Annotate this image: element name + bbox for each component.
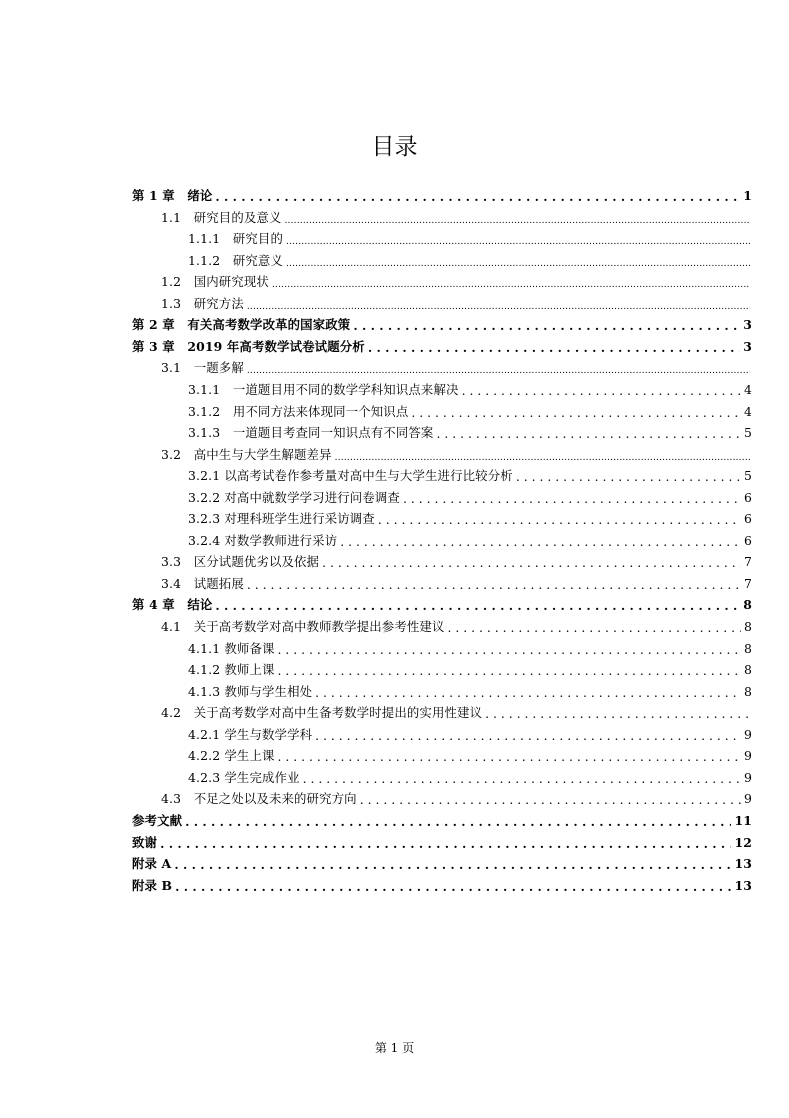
toc-entry[interactable] [161, 208, 752, 228]
toc-dot-leader [160, 834, 731, 854]
toc-entry[interactable] [188, 531, 752, 551]
toc-entry-page-number: 5 [743, 468, 752, 483]
toc-entry-page-number: 6 [743, 511, 752, 526]
toc-entry-label: 附录 B [132, 878, 173, 893]
toc-entry-label: 1.2 国内研究现状 [161, 274, 269, 289]
toc-dot-leader [303, 769, 741, 789]
toc-entry[interactable] [188, 639, 752, 659]
toc-dot-leader [315, 683, 741, 703]
toc-entry[interactable] [188, 251, 752, 271]
page-title: 目录 [371, 134, 418, 160]
toc-entry[interactable] [132, 833, 752, 853]
toc-entry[interactable] [161, 294, 752, 314]
toc-dot-leader [403, 489, 741, 509]
toc-dot-leader [340, 532, 741, 552]
toc-dot-leader [322, 553, 741, 573]
toc-dot-leader [215, 596, 740, 616]
toc-entry-label: 1.1.2 研究意义 [188, 253, 283, 268]
toc-entry[interactable] [132, 337, 752, 357]
toc-entry-page-number: 9 [743, 791, 752, 806]
toc-dot-leader [278, 661, 741, 681]
toc-entry-page-number: 7 [743, 576, 752, 591]
toc-entry[interactable] [188, 660, 752, 680]
toc-dot-leader [353, 316, 740, 336]
toc-dot-leader [215, 187, 740, 207]
toc-entry-page-number: 13 [734, 878, 752, 893]
toc-entry-label: 4.2.3 学生完成作业 [188, 770, 300, 785]
toc-entry-label: 第 3 章 2019 年高考数学试卷试题分析 [132, 339, 365, 354]
toc-entry[interactable] [132, 811, 752, 831]
toc-entry-label: 4.2.2 学生上课 [188, 748, 275, 763]
toc-entry-label: 4.2 关于高考数学对高中生备考数学时提出的实用性建议 [161, 705, 483, 720]
toc-entry[interactable] [161, 617, 752, 637]
toc-entry-label: 第 1 章 绪论 [132, 188, 213, 203]
toc-entry[interactable] [188, 423, 752, 443]
toc-dot-leader [247, 295, 750, 315]
toc-entry[interactable] [132, 854, 752, 874]
toc-dot-leader [368, 338, 740, 358]
toc-entry-page-number: 6 [743, 533, 752, 548]
toc-entry[interactable] [188, 229, 752, 249]
toc-entry[interactable] [132, 876, 752, 896]
toc-entry[interactable] [188, 380, 752, 400]
toc-dot-leader [185, 812, 731, 832]
toc-dot-leader [315, 726, 741, 746]
toc-entry[interactable] [188, 466, 752, 486]
toc-entry[interactable] [132, 595, 752, 615]
toc-entry[interactable] [132, 186, 752, 206]
toc-entry[interactable] [188, 725, 752, 745]
toc-entry-label: 3.2.3 对理科班学生进行采访调查 [188, 511, 375, 526]
toc-dot-leader [247, 575, 741, 595]
toc-entry[interactable] [161, 574, 752, 594]
toc-entry-page-number: 12 [734, 835, 752, 850]
toc-entry[interactable] [188, 768, 752, 788]
toc-entry-label: 3.1.2 用不同方法来体现同一个知识点 [188, 404, 409, 419]
toc-entry-label: 4.1.3 教师与学生相处 [188, 684, 313, 699]
toc-entry[interactable] [188, 488, 752, 508]
toc-entry-label: 4.1.1 教师备课 [188, 641, 275, 656]
toc-entry-label: 致谢 [132, 835, 158, 850]
toc-entry-page-number: 1 [743, 188, 752, 203]
toc-entry-label: 3.4 试题拓展 [161, 576, 244, 591]
toc-entry[interactable] [188, 402, 752, 422]
toc-entry[interactable] [161, 445, 752, 465]
toc-dot-leader [175, 877, 731, 897]
toc-entry-label: 1.1 研究目的及意义 [161, 210, 282, 225]
toc-entry-page-number: 4 [743, 404, 752, 419]
toc-entry[interactable] [161, 552, 752, 572]
toc-entry-label: 3.1.3 一道题目考查同一知识点有不同答案 [188, 425, 434, 440]
toc-dot-leader [485, 704, 749, 724]
toc-dot-leader [436, 424, 740, 444]
toc-dot-leader [278, 640, 741, 660]
toc-entry[interactable] [161, 358, 752, 378]
toc-entry-label: 4.3 不足之处以及未来的研究方向 [161, 791, 357, 806]
toc-entry-label: 1.1.1 研究目的 [188, 231, 283, 246]
toc-entry-label: 3.1 一题多解 [161, 360, 244, 375]
toc-dot-leader [516, 467, 741, 487]
toc-entry-label: 4.2.1 学生与数学学科 [188, 727, 313, 742]
page-number-footer: 第 1 页 [374, 1041, 415, 1055]
toc-dot-leader [286, 252, 750, 272]
toc-entry-label: 附录 A [132, 856, 172, 871]
toc-entry[interactable] [161, 789, 752, 809]
toc-entry-label: 3.2.4 对数学教师进行采访 [188, 533, 338, 548]
toc-dot-leader [411, 403, 741, 423]
toc-entry-page-number: 6 [743, 490, 752, 505]
toc-entry-page-number: 9 [743, 748, 752, 763]
toc-entry-page-number: 11 [734, 813, 752, 828]
toc-entry-label: 3.1.1 一道题目用不同的数学学科知识点来解决 [188, 382, 459, 397]
toc-entry-page-number: 8 [743, 641, 752, 656]
toc-entry[interactable] [132, 315, 752, 335]
toc-dot-leader [272, 273, 750, 293]
toc-entry-page-number: 3 [743, 339, 752, 354]
toc-entry-page-number: 8 [743, 684, 752, 699]
toc-entry-page-number: 13 [734, 856, 752, 871]
toc-entry-label: 第 4 章 结论 [132, 597, 213, 612]
toc-entry-label: 3.2.2 对高中就数学学习进行问卷调查 [188, 490, 400, 505]
toc-dot-leader [278, 747, 741, 767]
toc-entry-label: 4.1 关于高考数学对高中教师教学提出参考性建议 [161, 619, 445, 634]
toc-entry-label: 4.1.2 教师上课 [188, 662, 275, 677]
toc-dot-leader [247, 359, 750, 379]
toc-entry-page-number: 8 [743, 662, 752, 677]
toc-entry-page-number: 4 [743, 382, 752, 397]
toc-entry[interactable] [188, 682, 752, 702]
toc-dot-leader [174, 855, 731, 875]
toc-entry-page-number: 8 [743, 619, 752, 634]
toc-entry-page-number: 9 [743, 727, 752, 742]
toc-dot-leader [448, 618, 741, 638]
toc-entry[interactable] [161, 272, 752, 292]
toc-entry-label: 第 2 章 有关高考数学改革的国家政策 [132, 317, 351, 332]
toc-entry-page-number: 7 [743, 554, 752, 569]
toc-dot-leader [378, 510, 741, 530]
toc-entry-page-number: 9 [743, 770, 752, 785]
toc-dot-leader [335, 446, 750, 466]
toc-entry-page-number: 5 [743, 425, 752, 440]
toc-dot-leader [462, 381, 741, 401]
toc-dot-leader [286, 230, 750, 250]
toc-entry[interactable] [161, 703, 752, 723]
toc-entry-label: 3.2 高中生与大学生解题差异 [161, 447, 332, 462]
toc-entry-label: 3.3 区分试题优劣以及依据 [161, 554, 320, 569]
toc-dot-leader [284, 209, 750, 229]
toc-entry[interactable] [188, 509, 752, 529]
toc-entry[interactable] [188, 746, 752, 766]
toc-entry-label: 参考文献 [132, 813, 183, 828]
toc-entry-page-number: 8 [743, 597, 752, 612]
toc-entry-label: 3.2.1 以高考试卷作参考量对高中生与大学生进行比较分析 [188, 468, 513, 483]
toc-entry-label: 1.3 研究方法 [161, 296, 244, 311]
toc-dot-leader [360, 790, 741, 810]
toc-entry-page-number: 3 [743, 317, 752, 332]
